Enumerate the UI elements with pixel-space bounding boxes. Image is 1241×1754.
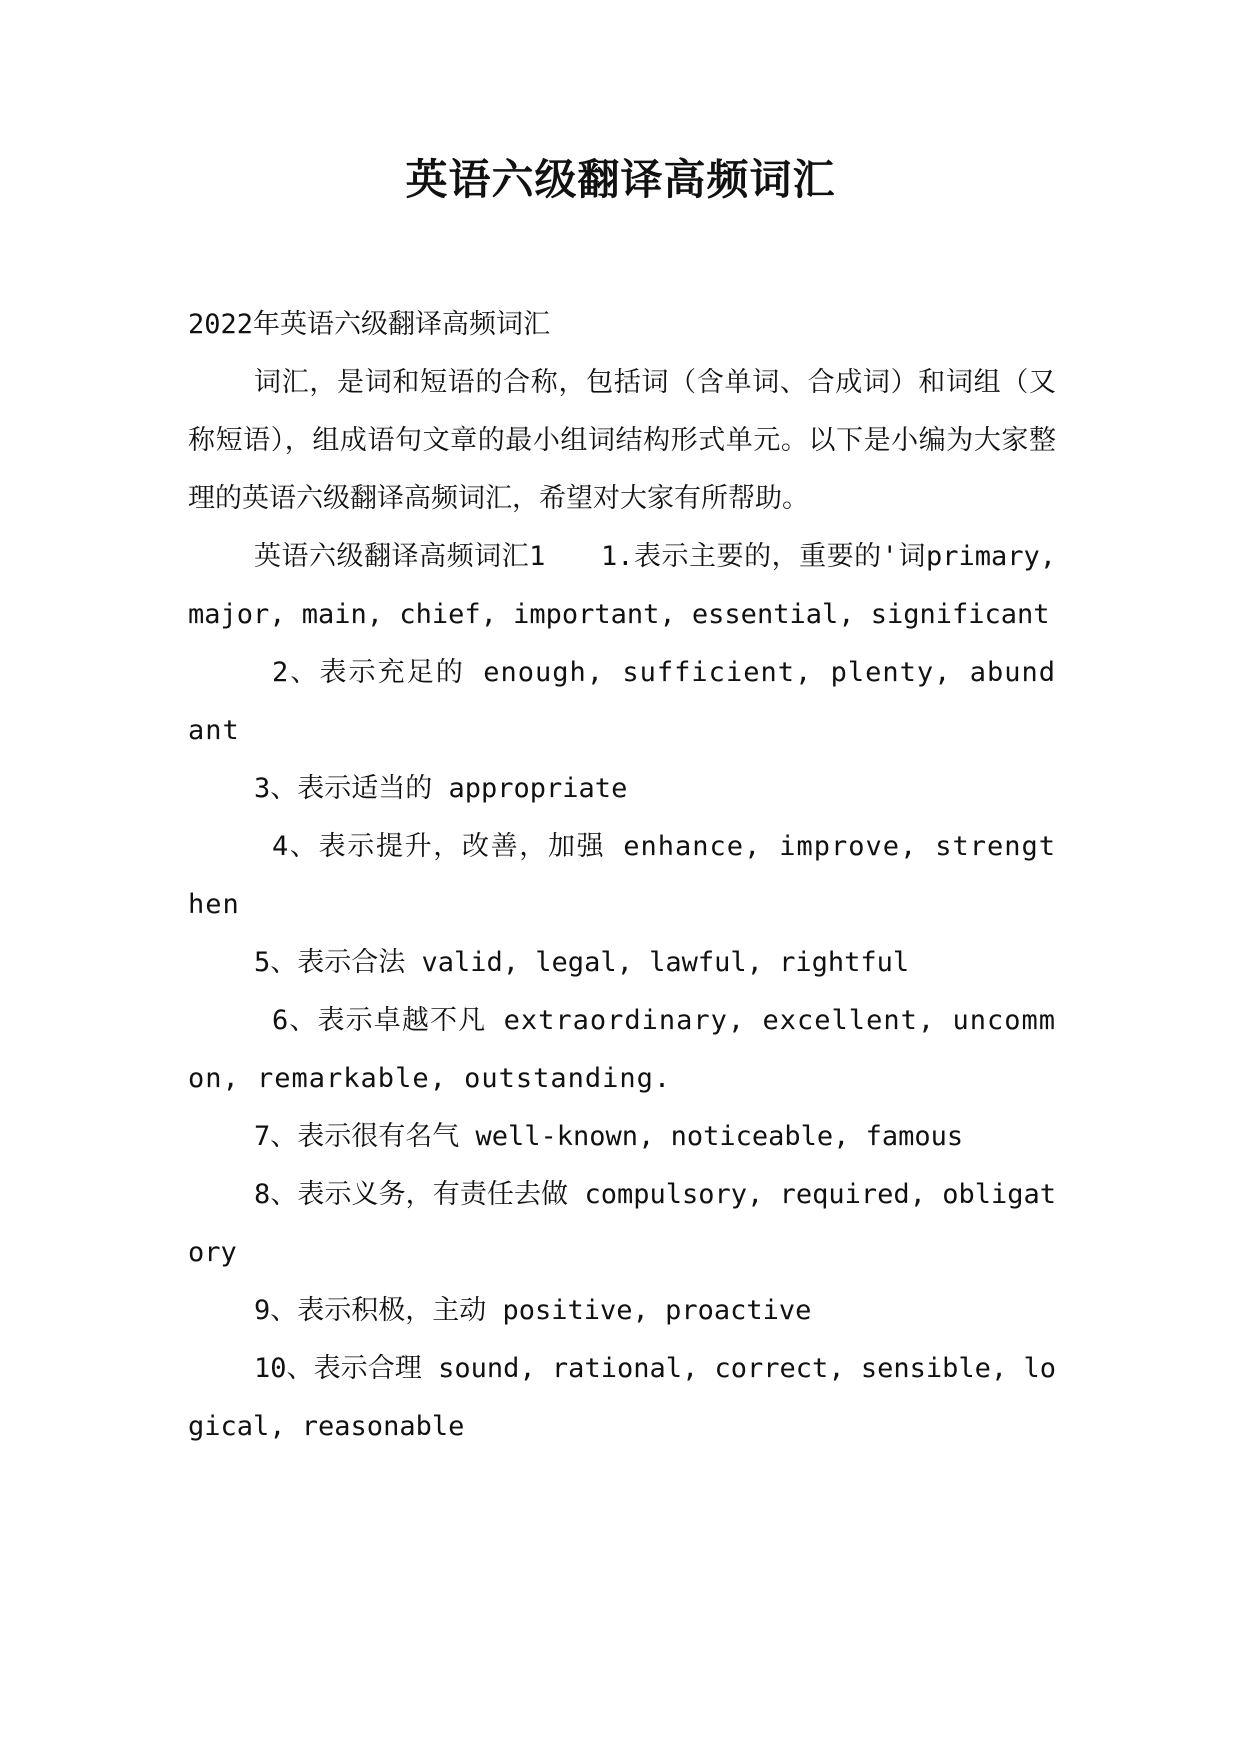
vocab-item-8: 8、表示义务，有责任去做 compulsory, required, obligatory [188, 1179, 1056, 1268]
section-heading-paragraph: 英语六级翻译高频词汇1 1.表示主要的，重要的'词primary, major, main, chief, important, essential, significant [188, 541, 1056, 630]
vocab-item-3: 3、表示适当的 appropriate [254, 773, 628, 804]
document-title: 英语六级翻译高频词汇 [405, 155, 836, 204]
vocab-item-7: 7、表示很有名气 well-known, noticeable, famous [254, 1121, 964, 1152]
vocab-item-10: 10、表示合理 sound, rational, correct, sensible, logical, reasonable [188, 1353, 1056, 1442]
document-body [188, 296, 1056, 1456]
vocab-item-9: 9、表示积极，主动 positive, proactive [254, 1295, 812, 1326]
vocab-item-4: 4、表示提升，改善，加强 enhance, improve, strengthen [188, 831, 1056, 920]
vocab-item-5: 5、表示合法 valid, legal, lawful, rightful [254, 947, 910, 978]
vocab-item-2: 2、表示充足的 enough, sufficient, plenty, abundant [188, 657, 1056, 746]
intro-paragraph: 词汇，是词和短语的合称，包括词（含单词、合成词）和词组（又称短语），组成语句文章的最小组词结构形式单元。以下是小编为大家整理的英语六级翻译高频词汇，希望对大家有所帮助。 [188, 367, 1056, 514]
vocab-item-6: 6、表示卓越不凡 extraordinary, excellent, uncommon, remarkable, outstanding. [188, 1005, 1056, 1094]
subtitle-paragraph: 2022年英语六级翻译高频词汇 [188, 309, 551, 340]
